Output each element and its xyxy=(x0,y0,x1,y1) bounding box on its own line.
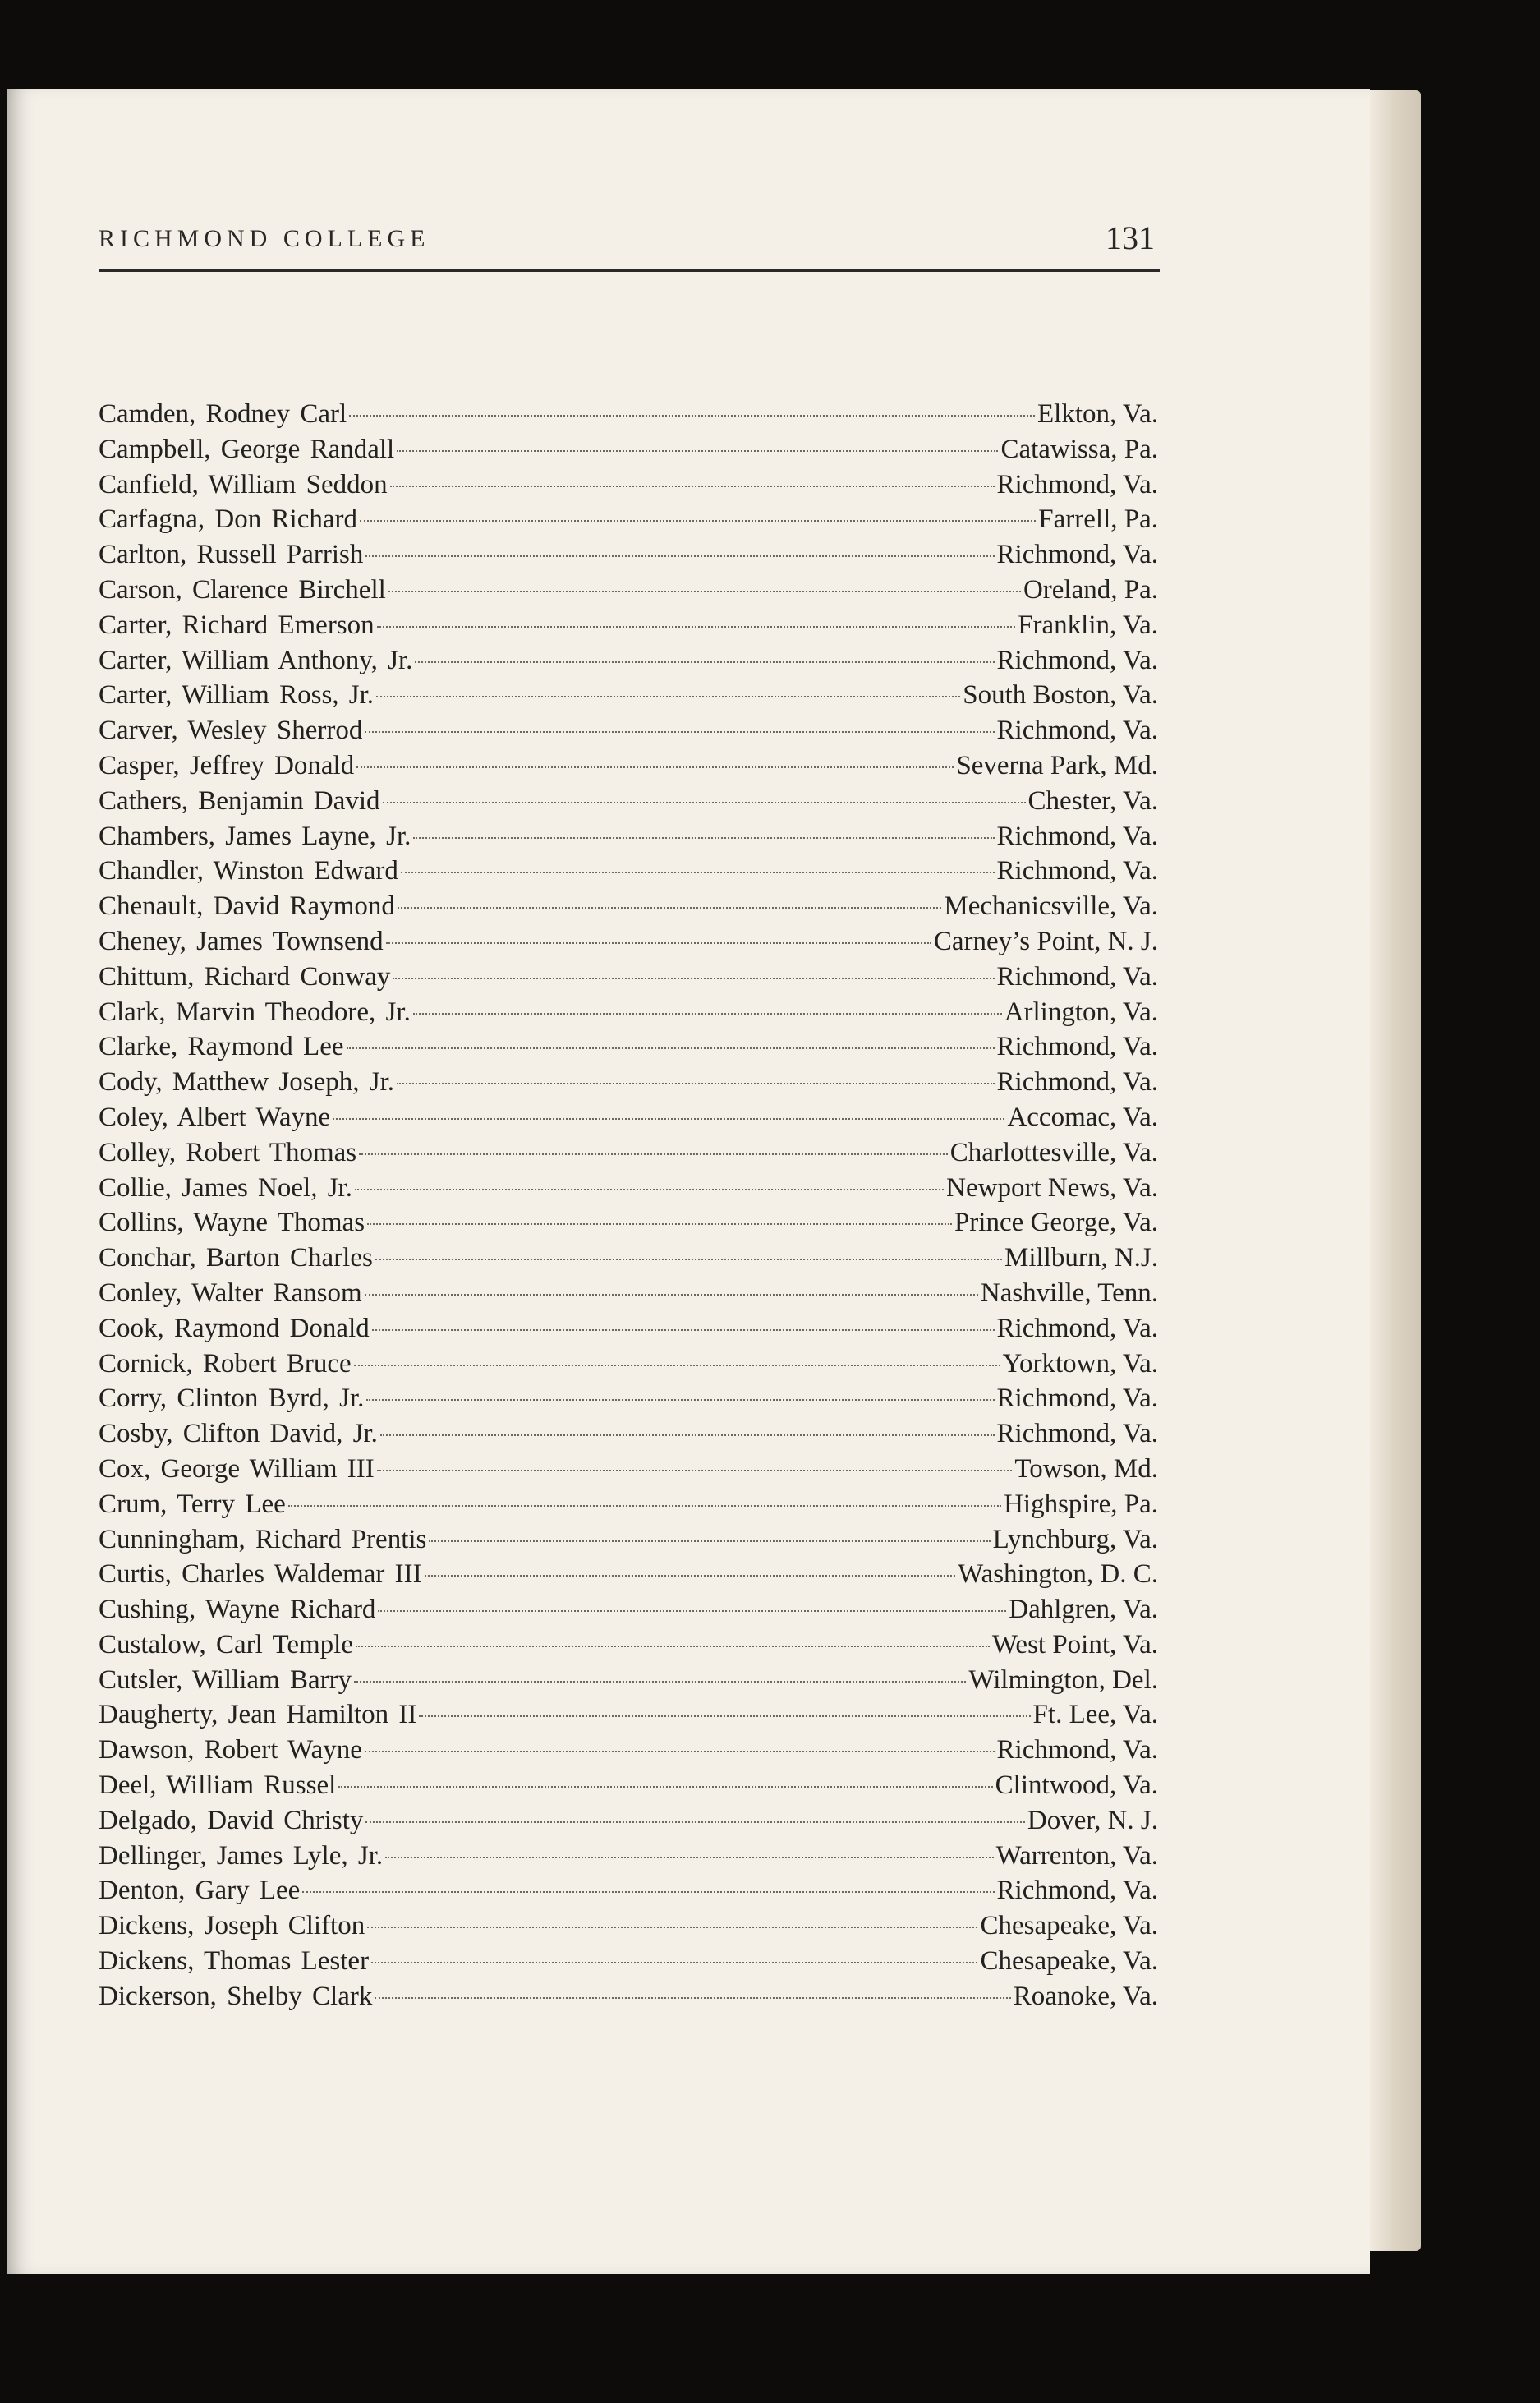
student-name: Carter, William Ross, Jr. xyxy=(99,680,375,711)
dot-leader xyxy=(413,1013,1002,1015)
hometown: Washington, D. C. xyxy=(958,1559,1158,1590)
dot-leader xyxy=(383,802,1026,803)
student-name: Collins, Wayne Thomas xyxy=(99,1208,365,1238)
hometown: Charlottesville, Va. xyxy=(949,1137,1158,1167)
student-name: Chambers, James Layne, Jr. xyxy=(99,821,411,851)
list-item xyxy=(99,1911,1158,1946)
hometown: Farrell, Pa. xyxy=(1038,504,1158,535)
hometown: Highspire, Pa. xyxy=(1004,1489,1158,1519)
student-name: Cushing, Wayne Richard xyxy=(99,1595,376,1625)
hometown: Dover, N. J. xyxy=(1027,1805,1158,1835)
list-item xyxy=(99,786,1158,822)
list-item xyxy=(99,1173,1158,1208)
student-name: Chenault, David Raymond xyxy=(99,891,395,922)
hometown: Prince George, Va. xyxy=(954,1208,1158,1238)
hometown: Newport News, Va. xyxy=(946,1172,1158,1203)
hometown: Richmond, Va. xyxy=(996,961,1158,992)
hometown: Lynchburg, Va. xyxy=(992,1524,1158,1554)
student-name: Carver, Wesley Sherrod xyxy=(99,716,363,746)
student-name: Cox, George William III xyxy=(99,1453,375,1484)
dot-leader xyxy=(365,555,994,557)
student-name: Cook, Raymond Donald xyxy=(99,1313,370,1343)
student-name: Coley, Albert Wayne xyxy=(99,1102,331,1132)
list-item xyxy=(99,540,1158,575)
dot-leader xyxy=(393,978,994,979)
list-item xyxy=(99,822,1158,857)
list-item xyxy=(99,1138,1158,1173)
dot-leader xyxy=(366,1399,994,1401)
student-name: Corry, Clinton Byrd, Jr. xyxy=(99,1383,365,1414)
dot-leader xyxy=(415,661,994,663)
hometown: Richmond, Va. xyxy=(996,1313,1158,1343)
hometown: Oreland, Pa. xyxy=(1023,574,1158,605)
hometown: Richmond, Va. xyxy=(996,1383,1158,1414)
list-item xyxy=(99,1525,1158,1560)
student-name: Daugherty, Jean Hamilton II xyxy=(99,1700,417,1730)
list-item xyxy=(99,1735,1158,1770)
student-name: Cathers, Benjamin David xyxy=(99,785,380,816)
list-item xyxy=(99,1559,1158,1595)
student-name: Carfagna, Don Richard xyxy=(99,504,357,535)
hometown: Richmond, Va. xyxy=(996,1032,1158,1062)
list-item xyxy=(99,1946,1158,1982)
student-name: Carter, William Anthony, Jr. xyxy=(99,645,413,675)
hometown: Wilmington, Del. xyxy=(968,1664,1158,1695)
list-item xyxy=(99,962,1158,997)
dot-leader xyxy=(397,1083,995,1084)
student-name: Dickerson, Shelby Clark xyxy=(99,1981,373,2011)
dot-leader xyxy=(413,837,994,839)
page-number: 131 xyxy=(1106,219,1155,256)
student-name: Canfield, William Seddon xyxy=(99,469,388,499)
student-name: Conchar, Barton Charles xyxy=(99,1243,373,1273)
student-name: Cunningham, Richard Prentis xyxy=(99,1524,427,1554)
dot-leader xyxy=(388,591,1021,592)
list-item xyxy=(99,1595,1158,1630)
dot-leader xyxy=(371,1962,977,1963)
hometown: Warrenton, Va. xyxy=(995,1840,1158,1871)
dot-leader xyxy=(375,1997,1010,1999)
hometown: Ft. Lee, Va. xyxy=(1032,1700,1158,1730)
dot-leader xyxy=(360,520,1036,522)
hometown: Nashville, Tenn. xyxy=(980,1277,1158,1308)
list-item xyxy=(99,1243,1158,1278)
list-item xyxy=(99,435,1158,470)
list-item xyxy=(99,1454,1158,1489)
student-name: Carlton, Russell Parrish xyxy=(99,540,364,570)
student-name: Cosby, Clifton David, Jr. xyxy=(99,1419,378,1449)
list-item xyxy=(99,856,1158,891)
list-item xyxy=(99,1841,1158,1876)
student-name: Clark, Marvin Theodore, Jr. xyxy=(99,997,411,1027)
dot-leader xyxy=(376,696,960,697)
list-item xyxy=(99,1630,1158,1665)
hometown: South Boston, Va. xyxy=(963,680,1158,711)
list-item xyxy=(99,1349,1158,1384)
dot-leader xyxy=(397,450,998,452)
hometown: Richmond, Va. xyxy=(996,716,1158,746)
hometown: Arlington, Va. xyxy=(1004,997,1158,1027)
dot-leader xyxy=(390,486,995,487)
list-item xyxy=(99,1278,1158,1314)
dot-leader xyxy=(429,1540,990,1542)
student-name: Collie, James Noel, Jr. xyxy=(99,1172,352,1203)
dot-leader xyxy=(377,626,1016,628)
dot-leader xyxy=(380,1434,995,1436)
list-item xyxy=(99,1700,1158,1735)
list-item xyxy=(99,1208,1158,1243)
list-item xyxy=(99,399,1158,435)
dot-leader xyxy=(333,1118,1004,1120)
student-directory-list xyxy=(99,399,1158,2017)
list-item xyxy=(99,646,1158,681)
student-name: Dellinger, James Lyle, Jr. xyxy=(99,1840,384,1871)
list-item xyxy=(99,1982,1158,2017)
dot-leader xyxy=(356,766,954,768)
student-name: Carter, Richard Emerson xyxy=(99,610,375,640)
hometown: Accomac, Va. xyxy=(1007,1102,1158,1132)
dot-leader xyxy=(419,1715,1030,1717)
student-name: Colley, Robert Thomas xyxy=(99,1137,357,1167)
dot-leader xyxy=(375,1259,1002,1260)
hometown: Franklin, Va. xyxy=(1018,610,1158,640)
hometown: Richmond, Va. xyxy=(996,1067,1158,1098)
dot-leader xyxy=(365,1751,995,1752)
list-item xyxy=(99,1770,1158,1806)
hometown: Richmond, Va. xyxy=(996,645,1158,675)
running-head-title: RICHMOND COLLEGE xyxy=(99,225,430,252)
hometown: Towson, Md. xyxy=(1014,1453,1158,1484)
student-name: Conley, Walter Ransom xyxy=(99,1277,362,1308)
student-name: Campbell, George Randall xyxy=(99,434,395,464)
hometown: Elkton, Va. xyxy=(1037,399,1158,429)
dot-leader xyxy=(354,1681,966,1683)
student-name: Clarke, Raymond Lee xyxy=(99,1032,344,1062)
dot-leader xyxy=(365,731,994,733)
student-name: Curtis, Charles Waldemar III xyxy=(99,1559,422,1590)
hometown: Catawissa, Pa. xyxy=(1000,434,1158,464)
dot-leader xyxy=(367,1927,977,1928)
student-name: Carson, Clarence Birchell xyxy=(99,574,386,605)
list-item xyxy=(99,1314,1158,1349)
dot-leader xyxy=(347,1047,995,1049)
list-item xyxy=(99,1665,1158,1701)
student-name: Dickens, Joseph Clifton xyxy=(99,1911,365,1941)
dot-leader xyxy=(302,1891,994,1893)
dot-leader xyxy=(338,1786,992,1788)
list-item xyxy=(99,891,1158,927)
hometown: Dahlgren, Va. xyxy=(1009,1595,1158,1625)
dot-leader xyxy=(372,1329,995,1331)
list-item xyxy=(99,470,1158,505)
student-name: Dickens, Thomas Lester xyxy=(99,1946,370,1977)
list-item xyxy=(99,680,1158,716)
dot-leader xyxy=(355,1189,944,1190)
list-item xyxy=(99,1806,1158,1841)
list-item xyxy=(99,1383,1158,1419)
student-name: Cheney, James Townsend xyxy=(99,926,384,956)
list-item xyxy=(99,1489,1158,1525)
dot-leader xyxy=(356,1646,990,1647)
hometown: Carney’s Point, N. J. xyxy=(933,926,1158,956)
list-item xyxy=(99,1032,1158,1067)
dot-leader xyxy=(367,1223,952,1225)
hometown: Chesapeake, Va. xyxy=(980,1911,1158,1941)
hometown: Richmond, Va. xyxy=(996,1735,1158,1765)
hometown: West Point, Va. xyxy=(991,1629,1158,1660)
dot-leader xyxy=(425,1575,955,1577)
dot-leader xyxy=(401,872,995,873)
hometown: Millburn, N.J. xyxy=(1004,1243,1158,1273)
student-name: Deel, William Russel xyxy=(99,1770,337,1801)
hometown: Chesapeake, Va. xyxy=(980,1946,1158,1977)
list-item xyxy=(99,1067,1158,1103)
hometown: Mechanicsville, Va. xyxy=(944,891,1158,922)
student-name: Crum, Terry Lee xyxy=(99,1489,286,1519)
student-name: Cornick, Robert Bruce xyxy=(99,1348,352,1379)
student-name: Custalow, Carl Temple xyxy=(99,1629,353,1660)
list-item xyxy=(99,1419,1158,1454)
hometown: Clintwood, Va. xyxy=(995,1770,1158,1801)
hometown: Richmond, Va. xyxy=(996,821,1158,851)
student-name: Cody, Matthew Joseph, Jr. xyxy=(99,1067,395,1098)
student-name: Denton, Gary Lee xyxy=(99,1876,301,1906)
hometown: Severna Park, Md. xyxy=(956,750,1158,780)
hometown: Chester, Va. xyxy=(1027,785,1158,816)
student-name: Chittum, Richard Conway xyxy=(99,961,391,992)
dot-leader xyxy=(288,1505,1001,1507)
dot-leader xyxy=(398,907,942,909)
list-item xyxy=(99,1876,1158,1911)
dot-leader xyxy=(359,1153,948,1155)
hometown: Richmond, Va. xyxy=(996,540,1158,570)
list-item xyxy=(99,751,1158,786)
student-name: Casper, Jeffrey Donald xyxy=(99,750,355,780)
student-name: Cutsler, William Barry xyxy=(99,1664,352,1695)
hometown: Richmond, Va. xyxy=(996,1876,1158,1906)
dot-leader xyxy=(386,942,931,944)
list-item xyxy=(99,997,1158,1033)
hometown: Richmond, Va. xyxy=(996,1419,1158,1449)
dot-leader xyxy=(365,1294,978,1296)
dot-leader xyxy=(354,1365,1000,1366)
dot-leader xyxy=(365,1821,1025,1823)
list-item xyxy=(99,716,1158,751)
student-name: Delgado, David Christy xyxy=(99,1805,364,1835)
running-head xyxy=(99,220,1160,272)
dot-leader xyxy=(349,415,1035,417)
hometown: Roanoke, Va. xyxy=(1013,1981,1158,2011)
dot-leader xyxy=(378,1610,1006,1612)
list-item xyxy=(99,504,1158,540)
list-item xyxy=(99,575,1158,610)
student-name: Camden, Rodney Carl xyxy=(99,399,347,429)
hometown: Richmond, Va. xyxy=(996,469,1158,499)
list-item xyxy=(99,610,1158,646)
student-name: Chandler, Winston Edward xyxy=(99,856,398,886)
list-item xyxy=(99,1103,1158,1138)
hometown: Richmond, Va. xyxy=(996,856,1158,886)
dot-leader xyxy=(385,1857,993,1858)
hometown: Yorktown, Va. xyxy=(1002,1348,1158,1379)
list-item xyxy=(99,927,1158,962)
dot-leader xyxy=(377,1470,1013,1471)
student-name: Dawson, Robert Wayne xyxy=(99,1735,362,1765)
